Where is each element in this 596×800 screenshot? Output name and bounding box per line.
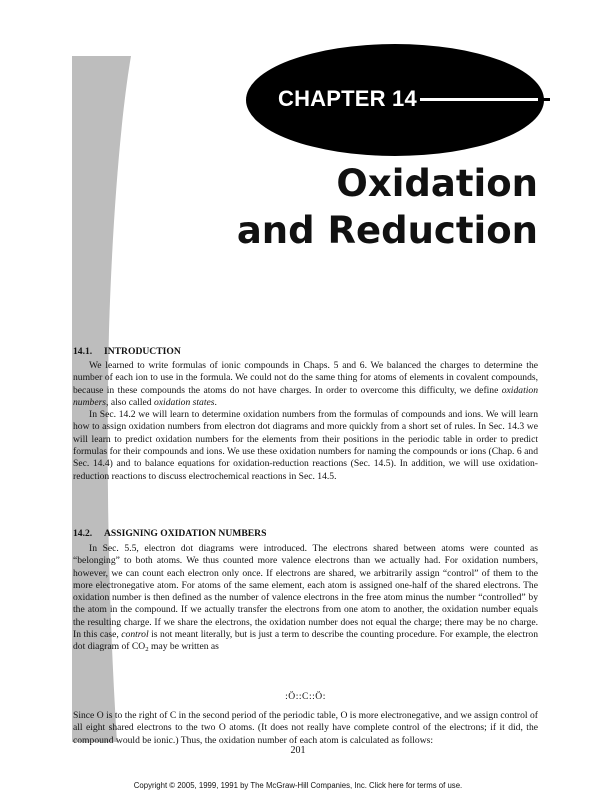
text-run: We learned to write formulas of ionic compounds in Chaps. 5 and 6. We balanced the charges to determine the number of each ion to use in the formula. We could not do the same thing for atoms of elements in covalent compounds, because in these compounds the atoms do not have charges. In order to overcome this difficulty, we define [73,360,538,396]
text-run: In Sec. 5.5, electron dot diagrams were introduced. The electrons shared between atoms were counted as “belonging” to both atoms. We thus counted more valence electrons than we actually had. For oxidation numbers, however, we can count each electron only once. If electrons are shared, we arbitrarily assign “control” of them to the more electronegative atom. For atoms of the same element, each atom is assigned one-half of the shared electrons. The oxidation number is then defined as the number of valence electrons in the free atom minus the number “controlled” by the atom in the compound. If we actually transfer the electrons from one atom to another, the oxidation number equals the resulting charge. If we share the electrons, the oxidation number does not equal the charge; there may be no charge. In this case, [73,543,538,641]
chapter-title-line2: and Reduction [236,209,538,252]
paragraph [73,360,538,409]
paragraph [73,543,538,654]
subscript: 2 [145,646,149,654]
text-run: . [214,396,217,408]
text-run: may be written as [148,641,219,653]
section-body-introduction [73,360,538,483]
text-run: is not meant literally, but is just a term to describe the counting procedure. For example, the electron dot diagram of CO [73,629,538,653]
italic-term: control [121,629,149,641]
section-title: ASSIGNING OXIDATION NUMBERS [104,528,267,539]
italic-term: oxidation states [154,396,215,408]
copyright-footer-link[interactable]: Copyright © 2005, 1999, 1991 by The McGraw-Hill Companies, Inc. Click here for terms of use. [133,781,463,790]
electron-dot-formula: :Ö::C::Ö: [285,691,326,702]
section-number: 14.2. [73,528,93,539]
chapter-title-line1: Oxidation [336,162,538,205]
section-body-continued [73,710,538,747]
italic-term: oxidation numbers [73,384,538,408]
chapter-label: CHAPTER 14 [278,86,417,111]
section-heading-assigning-oxidation-numbers [73,528,266,539]
paragraph: In Sec. 14.2 we will learn to determine oxidation numbers from the formulas of compounds and ions. We will learn how to assign oxidation numbers from electron dot diagrams and more quickly from a short set of rules. In Sec. 14.3 we will learn to predict oxidation numbers for the elements from their positions in the periodic table in order to predict formulas for their compounds and ions. We use these oxidation numbers for naming the compounds or ions (Chap. 6 and Sec. 14.4) and to balance equations for oxidation-reduction reactions (Sec. 14.5). In addition, we will use oxidation-reduction reactions to discuss electrochemical reactions in Sec. 14.5. [73,409,538,482]
section-heading-introduction [73,346,181,357]
section-body-assigning [73,543,538,654]
section-title: INTRODUCTION [104,346,181,357]
paragraph: Since O is to the right of C in the second period of the periodic table, O is more electronegative, and we assign control of all eight shared electrons to the two O atoms. (It does not really have complete control of the electrons; if it did, the compound would be ionic.) Thus, the oxidation number of each atom is calculated as follows: [73,710,538,746]
text-run: , also called [106,396,154,408]
section-number: 14.1. [73,346,93,357]
page-number: 201 [290,745,306,756]
chapter-title [237,160,538,254]
chapter-rule [420,98,538,101]
chapter-rule-tail [538,98,550,101]
